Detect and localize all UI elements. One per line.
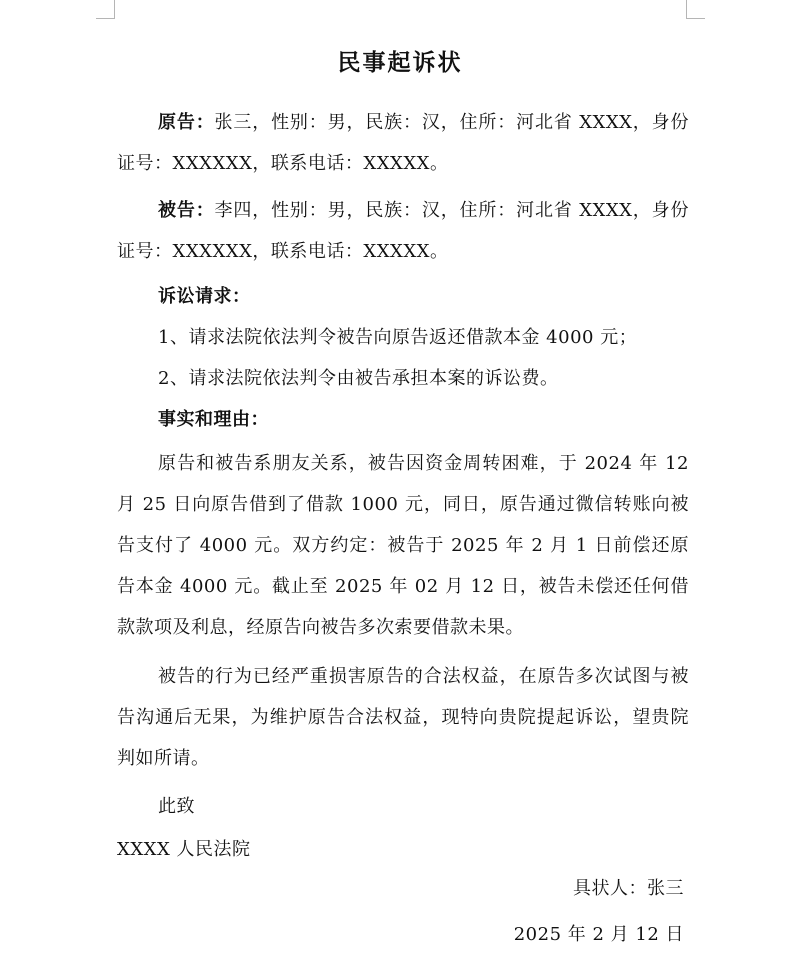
claims-heading: 诉讼请求： <box>158 286 251 307</box>
facts-paragraph: 被告的行为已经严重损害原告的合法权益，在原告多次试图与被告沟通后无果，为维护原告合法权益，现特向贵院提起诉讼，望贵院判如所请。 <box>117 666 689 769</box>
defendant-label: 被告： <box>158 200 215 221</box>
document-title: 民事起诉状 <box>337 49 463 76</box>
crop-mark-top-left <box>96 0 115 19</box>
defendant-text: 李四，性别：男，民族：汉，住所：河北省 XXXX，身份证号：XXXXXX，联系电话：XXXXX。 <box>117 200 689 262</box>
signer-line: 具状人：张三 <box>573 878 684 899</box>
plaintiff-text: 张三，性别：男，民族：汉，住所：河北省 XXXX，身份证号：XXXXXX，联系电话：XXXXX。 <box>117 112 689 174</box>
claim-item: 2、请求法院依法判令由被告承担本案的诉讼费。 <box>158 368 559 389</box>
plaintiff-label: 原告： <box>158 112 215 133</box>
facts-paragraph: 原告和被告系朋友关系，被告因资金周转困难，于 2024 年 12 月 25 日向原告借到了借款 1000 元，同日，原告通过微信转账向被告支付了 4000 元。双方约定：被告于 2025 年 2 月 1 日前偿还原告本金 4000 元。截止至 2025 年 02 月 12 日，被告未偿还任何借款款项及利息，经原告向被告多次索要借款未果。 <box>117 453 689 638</box>
claim-item: 1、请求法院依法判令被告向原告返还借款本金 4000 元； <box>158 327 638 348</box>
crop-mark-top-right <box>686 0 705 19</box>
closing-regards: 此致 <box>158 796 195 817</box>
court-name: XXXX 人民法院 <box>117 839 251 860</box>
facts-heading: 事实和理由： <box>158 409 269 430</box>
plaintiff-paragraph <box>117 102 689 184</box>
defendant-paragraph <box>117 190 689 272</box>
document-date: 2025 年 2 月 12 日 <box>513 924 684 945</box>
